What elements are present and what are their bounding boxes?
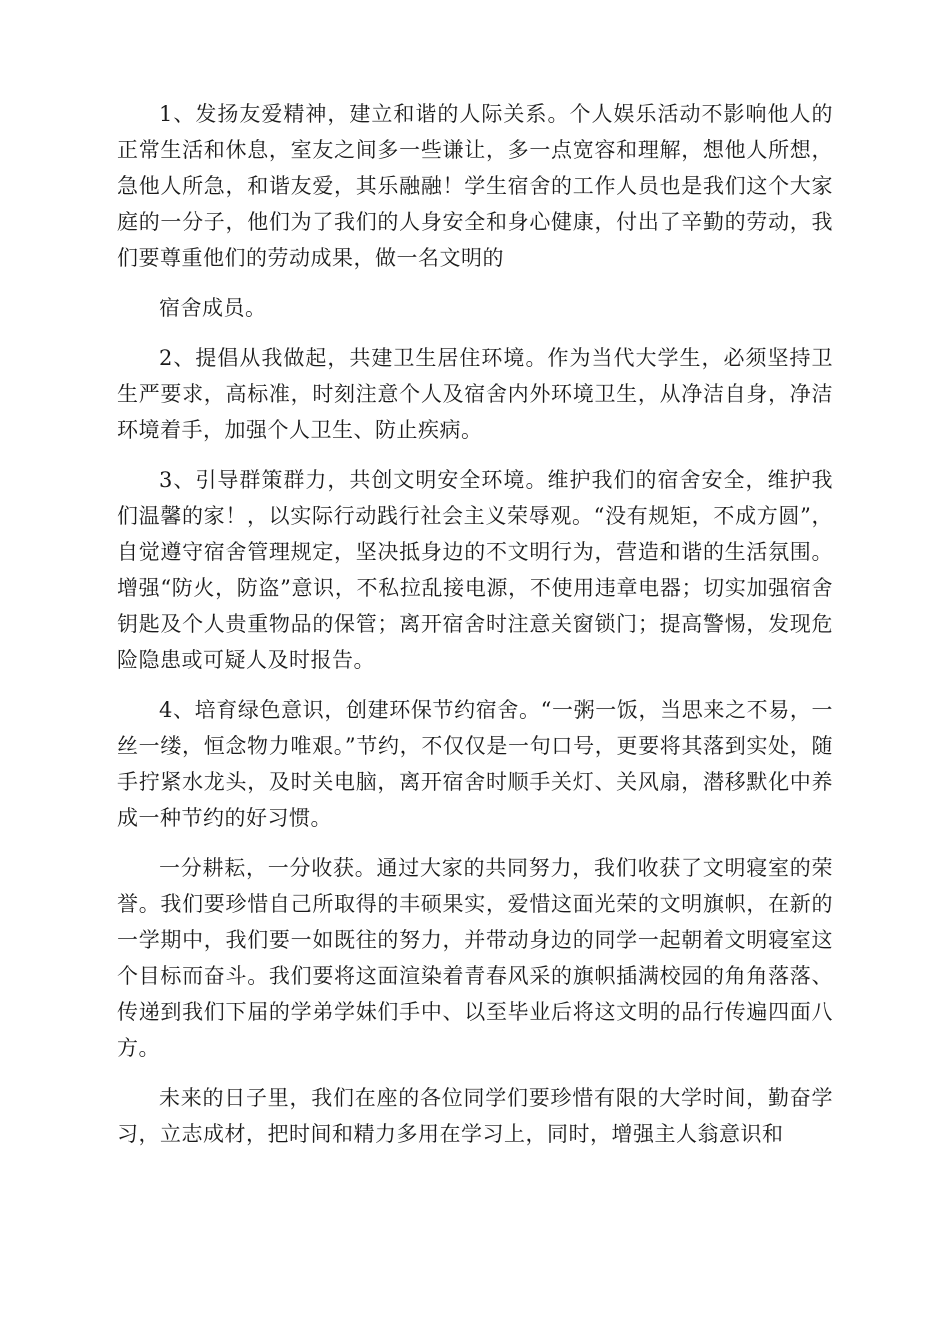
paragraph-6-future: 未来的日子里，我们在座的各位同学们要珍惜有限的大学时间，勤奋学习，立志成材，把时间和精力多用在学习上，同时，增强主人翁意识和 <box>117 1086 833 1146</box>
paragraph-3-safety: 3、引导群策群力，共创文明安全环境。维护我们的宿舍安全，维护我们温馨的家！，以实际行动践行社会主义荣辱观。“没有规矩，不成方圆”，自觉遵守宿舍管理规定，坚决抵身边的不文明行为，营造和谐的生活氛围。增强“防火，防盗”意识，不私拉乱接电源，不使用违章电器；切实加强宿舍钥匙及个人贵重物品的保管；离开宿舍时注意关窗锁门；提高警惕，发现危险隐患或可疑人及时报告。 <box>117 468 833 672</box>
paragraph-1-friendship: 1、发扬友爱精神，建立和谐的人际关系。个人娱乐活动不影响他人的正常生活和休息，室友之间多一些谦让，多一点宽容和理解，想他人所想，急他人所急，和谐友爱，其乐融融！学生宿舍的工作人员也是我们这个大家庭的一分子，他们为了我们的人身安全和身心健康，付出了辛勤的劳动，我们要尊重他们的劳动成果，做一名文明的 <box>117 102 833 270</box>
paragraph-5-harvest: 一分耕耘，一分收获。通过大家的共同努力，我们收获了文明寝室的荣誉。我们要珍惜自己所取得的丰硕果实，爱惜这面光荣的文明旗帜，在新的一学期中，我们要一如既往的努力，并带动身边的同学一起朝着文明寝室这个目标而奋斗。我们要将这面渲染着青春风采的旗帜插满校园的角角落落、传递到我们下届的学弟学妹们手中、以至毕业后将这文明的品行传遍四面八方。 <box>117 856 833 1060</box>
document-page <box>117 96 833 1166</box>
paragraph-4-green: 4、培育绿色意识，创建环保节约宿舍。“一粥一饭，当思来之不易，一丝一缕，恒念物力唯艰。”节约，不仅仅是一句口号，更要将其落到实处，随手拧紧水龙头，及时关电脑，离开宿舍时顺手关灯、关风扇，潜移默化中养成一种节约的好习惯。 <box>117 698 833 830</box>
paragraph-1-continuation: 宿舍成员。 <box>159 296 267 320</box>
paragraph-2-hygiene: 2、提倡从我做起，共建卫生居住环境。作为当代大学生，必须坚持卫生严要求，高标准，时刻注意个人及宿舍内外环境卫生，从净洁自身，净洁环境着手，加强个人卫生、防止疾病。 <box>117 346 833 442</box>
